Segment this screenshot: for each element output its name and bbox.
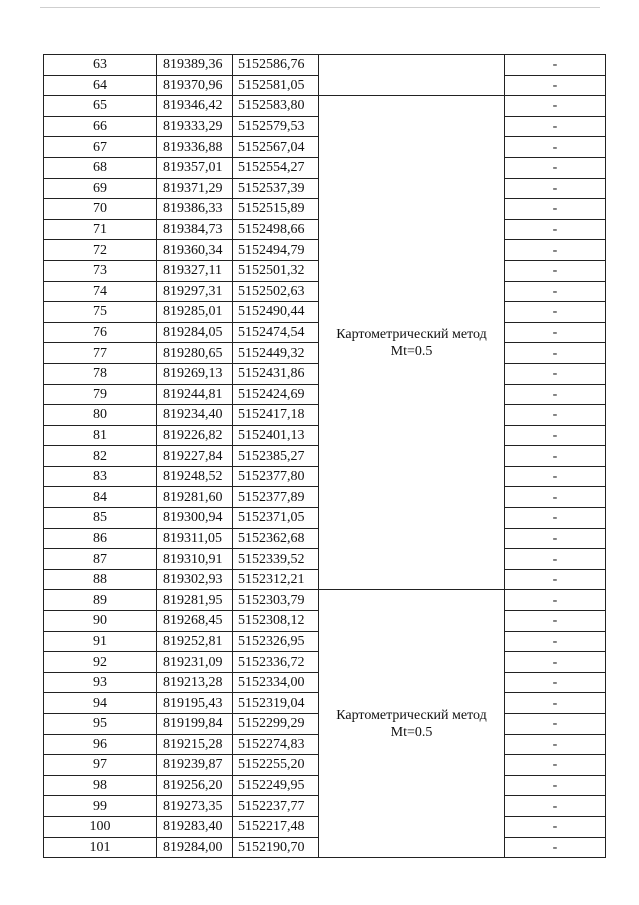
point-number-cell: 96 (44, 734, 157, 755)
dash-cell: - (505, 775, 606, 796)
y-coordinate-cell: 5152274,83 (233, 734, 319, 755)
y-coordinate-cell: 5152494,79 (233, 240, 319, 261)
point-number-cell: 82 (44, 446, 157, 467)
x-coordinate-cell: 819302,93 (157, 569, 233, 590)
x-coordinate-cell: 819284,05 (157, 322, 233, 343)
x-coordinate-cell: 819357,01 (157, 157, 233, 178)
dash-cell: - (505, 549, 606, 570)
point-number-cell: 90 (44, 611, 157, 632)
scan-artifact-line (40, 7, 600, 8)
dash-cell: - (505, 631, 606, 652)
y-coordinate-cell: 5152299,29 (233, 714, 319, 735)
x-coordinate-cell: 819281,95 (157, 590, 233, 611)
x-coordinate-cell: 819256,20 (157, 775, 233, 796)
coordinates-table-body (44, 55, 606, 858)
dash-cell: - (505, 425, 606, 446)
y-coordinate-cell: 5152581,05 (233, 75, 319, 96)
x-coordinate-cell: 819370,96 (157, 75, 233, 96)
dash-cell: - (505, 322, 606, 343)
y-coordinate-cell: 5152583,80 (233, 96, 319, 117)
x-coordinate-cell: 819231,09 (157, 652, 233, 673)
dash-cell: - (505, 590, 606, 611)
point-number-cell: 63 (44, 55, 157, 76)
point-number-cell: 85 (44, 508, 157, 529)
dash-cell: - (505, 281, 606, 302)
point-number-cell: 77 (44, 343, 157, 364)
point-number-cell: 101 (44, 837, 157, 858)
x-coordinate-cell: 819333,29 (157, 116, 233, 137)
dash-cell: - (505, 157, 606, 178)
point-number-cell: 65 (44, 96, 157, 117)
x-coordinate-cell: 819371,29 (157, 178, 233, 199)
method-text-line: Картометрический метод (336, 707, 487, 723)
y-coordinate-cell: 5152474,54 (233, 322, 319, 343)
x-coordinate-cell: 819227,84 (157, 446, 233, 467)
y-coordinate-cell: 5152312,21 (233, 569, 319, 590)
x-coordinate-cell: 819336,88 (157, 137, 233, 158)
dash-cell: - (505, 734, 606, 755)
dash-cell: - (505, 75, 606, 96)
dash-cell: - (505, 137, 606, 158)
y-coordinate-cell: 5152554,27 (233, 157, 319, 178)
y-coordinate-cell: 5152249,95 (233, 775, 319, 796)
dash-cell: - (505, 466, 606, 487)
dash-cell: - (505, 569, 606, 590)
dash-cell: - (505, 755, 606, 776)
point-number-cell: 66 (44, 116, 157, 137)
dash-cell: - (505, 652, 606, 673)
dash-cell: - (505, 199, 606, 220)
x-coordinate-cell: 819215,28 (157, 734, 233, 755)
point-number-cell: 89 (44, 590, 157, 611)
dash-cell: - (505, 96, 606, 117)
y-coordinate-cell: 5152334,00 (233, 672, 319, 693)
y-coordinate-cell: 5152537,39 (233, 178, 319, 199)
y-coordinate-cell: 5152385,27 (233, 446, 319, 467)
method-cell (319, 96, 505, 590)
x-coordinate-cell: 819199,84 (157, 714, 233, 735)
dash-cell: - (505, 528, 606, 549)
method-text-line: Картометрический метод (336, 326, 487, 342)
x-coordinate-cell: 819360,34 (157, 240, 233, 261)
dash-cell: - (505, 343, 606, 364)
point-number-cell: 97 (44, 755, 157, 776)
x-coordinate-cell: 819280,65 (157, 343, 233, 364)
y-coordinate-cell: 5152515,89 (233, 199, 319, 220)
point-number-cell: 95 (44, 714, 157, 735)
x-coordinate-cell: 819252,81 (157, 631, 233, 652)
point-number-cell: 98 (44, 775, 157, 796)
x-coordinate-cell: 819300,94 (157, 508, 233, 529)
method-cell (319, 590, 505, 858)
table-row (44, 55, 606, 76)
x-coordinate-cell: 819195,43 (157, 693, 233, 714)
table-row (44, 590, 606, 611)
dash-cell: - (505, 384, 606, 405)
point-number-cell: 64 (44, 75, 157, 96)
point-number-cell: 88 (44, 569, 157, 590)
y-coordinate-cell: 5152586,76 (233, 55, 319, 76)
dash-cell: - (505, 260, 606, 281)
point-number-cell: 80 (44, 405, 157, 426)
x-coordinate-cell: 819297,31 (157, 281, 233, 302)
point-number-cell: 84 (44, 487, 157, 508)
y-coordinate-cell: 5152449,32 (233, 343, 319, 364)
y-coordinate-cell: 5152501,32 (233, 260, 319, 281)
table-row (44, 96, 606, 117)
point-number-cell: 83 (44, 466, 157, 487)
y-coordinate-cell: 5152326,95 (233, 631, 319, 652)
dash-cell: - (505, 219, 606, 240)
x-coordinate-cell: 819284,00 (157, 837, 233, 858)
point-number-cell: 70 (44, 199, 157, 220)
point-number-cell: 71 (44, 219, 157, 240)
point-number-cell: 73 (44, 260, 157, 281)
dash-cell: - (505, 302, 606, 323)
y-coordinate-cell: 5152417,18 (233, 405, 319, 426)
dash-cell: - (505, 508, 606, 529)
x-coordinate-cell: 819346,42 (157, 96, 233, 117)
point-number-cell: 76 (44, 322, 157, 343)
x-coordinate-cell: 819386,33 (157, 199, 233, 220)
y-coordinate-cell: 5152490,44 (233, 302, 319, 323)
y-coordinate-cell: 5152401,13 (233, 425, 319, 446)
point-number-cell: 72 (44, 240, 157, 261)
point-number-cell: 78 (44, 363, 157, 384)
point-number-cell: 94 (44, 693, 157, 714)
y-coordinate-cell: 5152579,53 (233, 116, 319, 137)
point-number-cell: 79 (44, 384, 157, 405)
point-number-cell: 92 (44, 652, 157, 673)
point-number-cell: 68 (44, 157, 157, 178)
dash-cell: - (505, 816, 606, 837)
dash-cell: - (505, 796, 606, 817)
y-coordinate-cell: 5152377,80 (233, 466, 319, 487)
dash-cell: - (505, 55, 606, 76)
x-coordinate-cell: 819281,60 (157, 487, 233, 508)
y-coordinate-cell: 5152303,79 (233, 590, 319, 611)
x-coordinate-cell: 819268,45 (157, 611, 233, 632)
dash-cell: - (505, 363, 606, 384)
y-coordinate-cell: 5152217,48 (233, 816, 319, 837)
x-coordinate-cell: 819244,81 (157, 384, 233, 405)
method-cell (319, 55, 505, 96)
point-number-cell: 67 (44, 137, 157, 158)
x-coordinate-cell: 819327,11 (157, 260, 233, 281)
x-coordinate-cell: 819310,91 (157, 549, 233, 570)
point-number-cell: 100 (44, 816, 157, 837)
point-number-cell: 99 (44, 796, 157, 817)
y-coordinate-cell: 5152502,63 (233, 281, 319, 302)
point-number-cell: 86 (44, 528, 157, 549)
x-coordinate-cell: 819213,28 (157, 672, 233, 693)
method-text-line: Mt=0.5 (390, 343, 433, 359)
x-coordinate-cell: 819248,52 (157, 466, 233, 487)
y-coordinate-cell: 5152319,04 (233, 693, 319, 714)
point-number-cell: 81 (44, 425, 157, 446)
point-number-cell: 69 (44, 178, 157, 199)
dash-cell: - (505, 116, 606, 137)
y-coordinate-cell: 5152308,12 (233, 611, 319, 632)
x-coordinate-cell: 819283,40 (157, 816, 233, 837)
y-coordinate-cell: 5152431,86 (233, 363, 319, 384)
y-coordinate-cell: 5152255,20 (233, 755, 319, 776)
y-coordinate-cell: 5152424,69 (233, 384, 319, 405)
y-coordinate-cell: 5152362,68 (233, 528, 319, 549)
point-number-cell: 87 (44, 549, 157, 570)
x-coordinate-cell: 819273,35 (157, 796, 233, 817)
dash-cell: - (505, 446, 606, 467)
point-number-cell: 74 (44, 281, 157, 302)
method-text-line: Mt=0.5 (390, 724, 433, 740)
point-number-cell: 93 (44, 672, 157, 693)
x-coordinate-cell: 819285,01 (157, 302, 233, 323)
coordinates-table (43, 54, 606, 858)
dash-cell: - (505, 714, 606, 735)
y-coordinate-cell: 5152190,70 (233, 837, 319, 858)
x-coordinate-cell: 819234,40 (157, 405, 233, 426)
dash-cell: - (505, 837, 606, 858)
y-coordinate-cell: 5152498,66 (233, 219, 319, 240)
dash-cell: - (505, 405, 606, 426)
y-coordinate-cell: 5152567,04 (233, 137, 319, 158)
y-coordinate-cell: 5152377,89 (233, 487, 319, 508)
x-coordinate-cell: 819384,73 (157, 219, 233, 240)
dash-cell: - (505, 487, 606, 508)
x-coordinate-cell: 819269,13 (157, 363, 233, 384)
dash-cell: - (505, 178, 606, 199)
y-coordinate-cell: 5152371,05 (233, 508, 319, 529)
point-number-cell: 75 (44, 302, 157, 323)
y-coordinate-cell: 5152336,72 (233, 652, 319, 673)
dash-cell: - (505, 672, 606, 693)
x-coordinate-cell: 819311,05 (157, 528, 233, 549)
point-number-cell: 91 (44, 631, 157, 652)
y-coordinate-cell: 5152339,52 (233, 549, 319, 570)
x-coordinate-cell: 819389,36 (157, 55, 233, 76)
y-coordinate-cell: 5152237,77 (233, 796, 319, 817)
dash-cell: - (505, 240, 606, 261)
dash-cell: - (505, 693, 606, 714)
dash-cell: - (505, 611, 606, 632)
x-coordinate-cell: 819239,87 (157, 755, 233, 776)
x-coordinate-cell: 819226,82 (157, 425, 233, 446)
